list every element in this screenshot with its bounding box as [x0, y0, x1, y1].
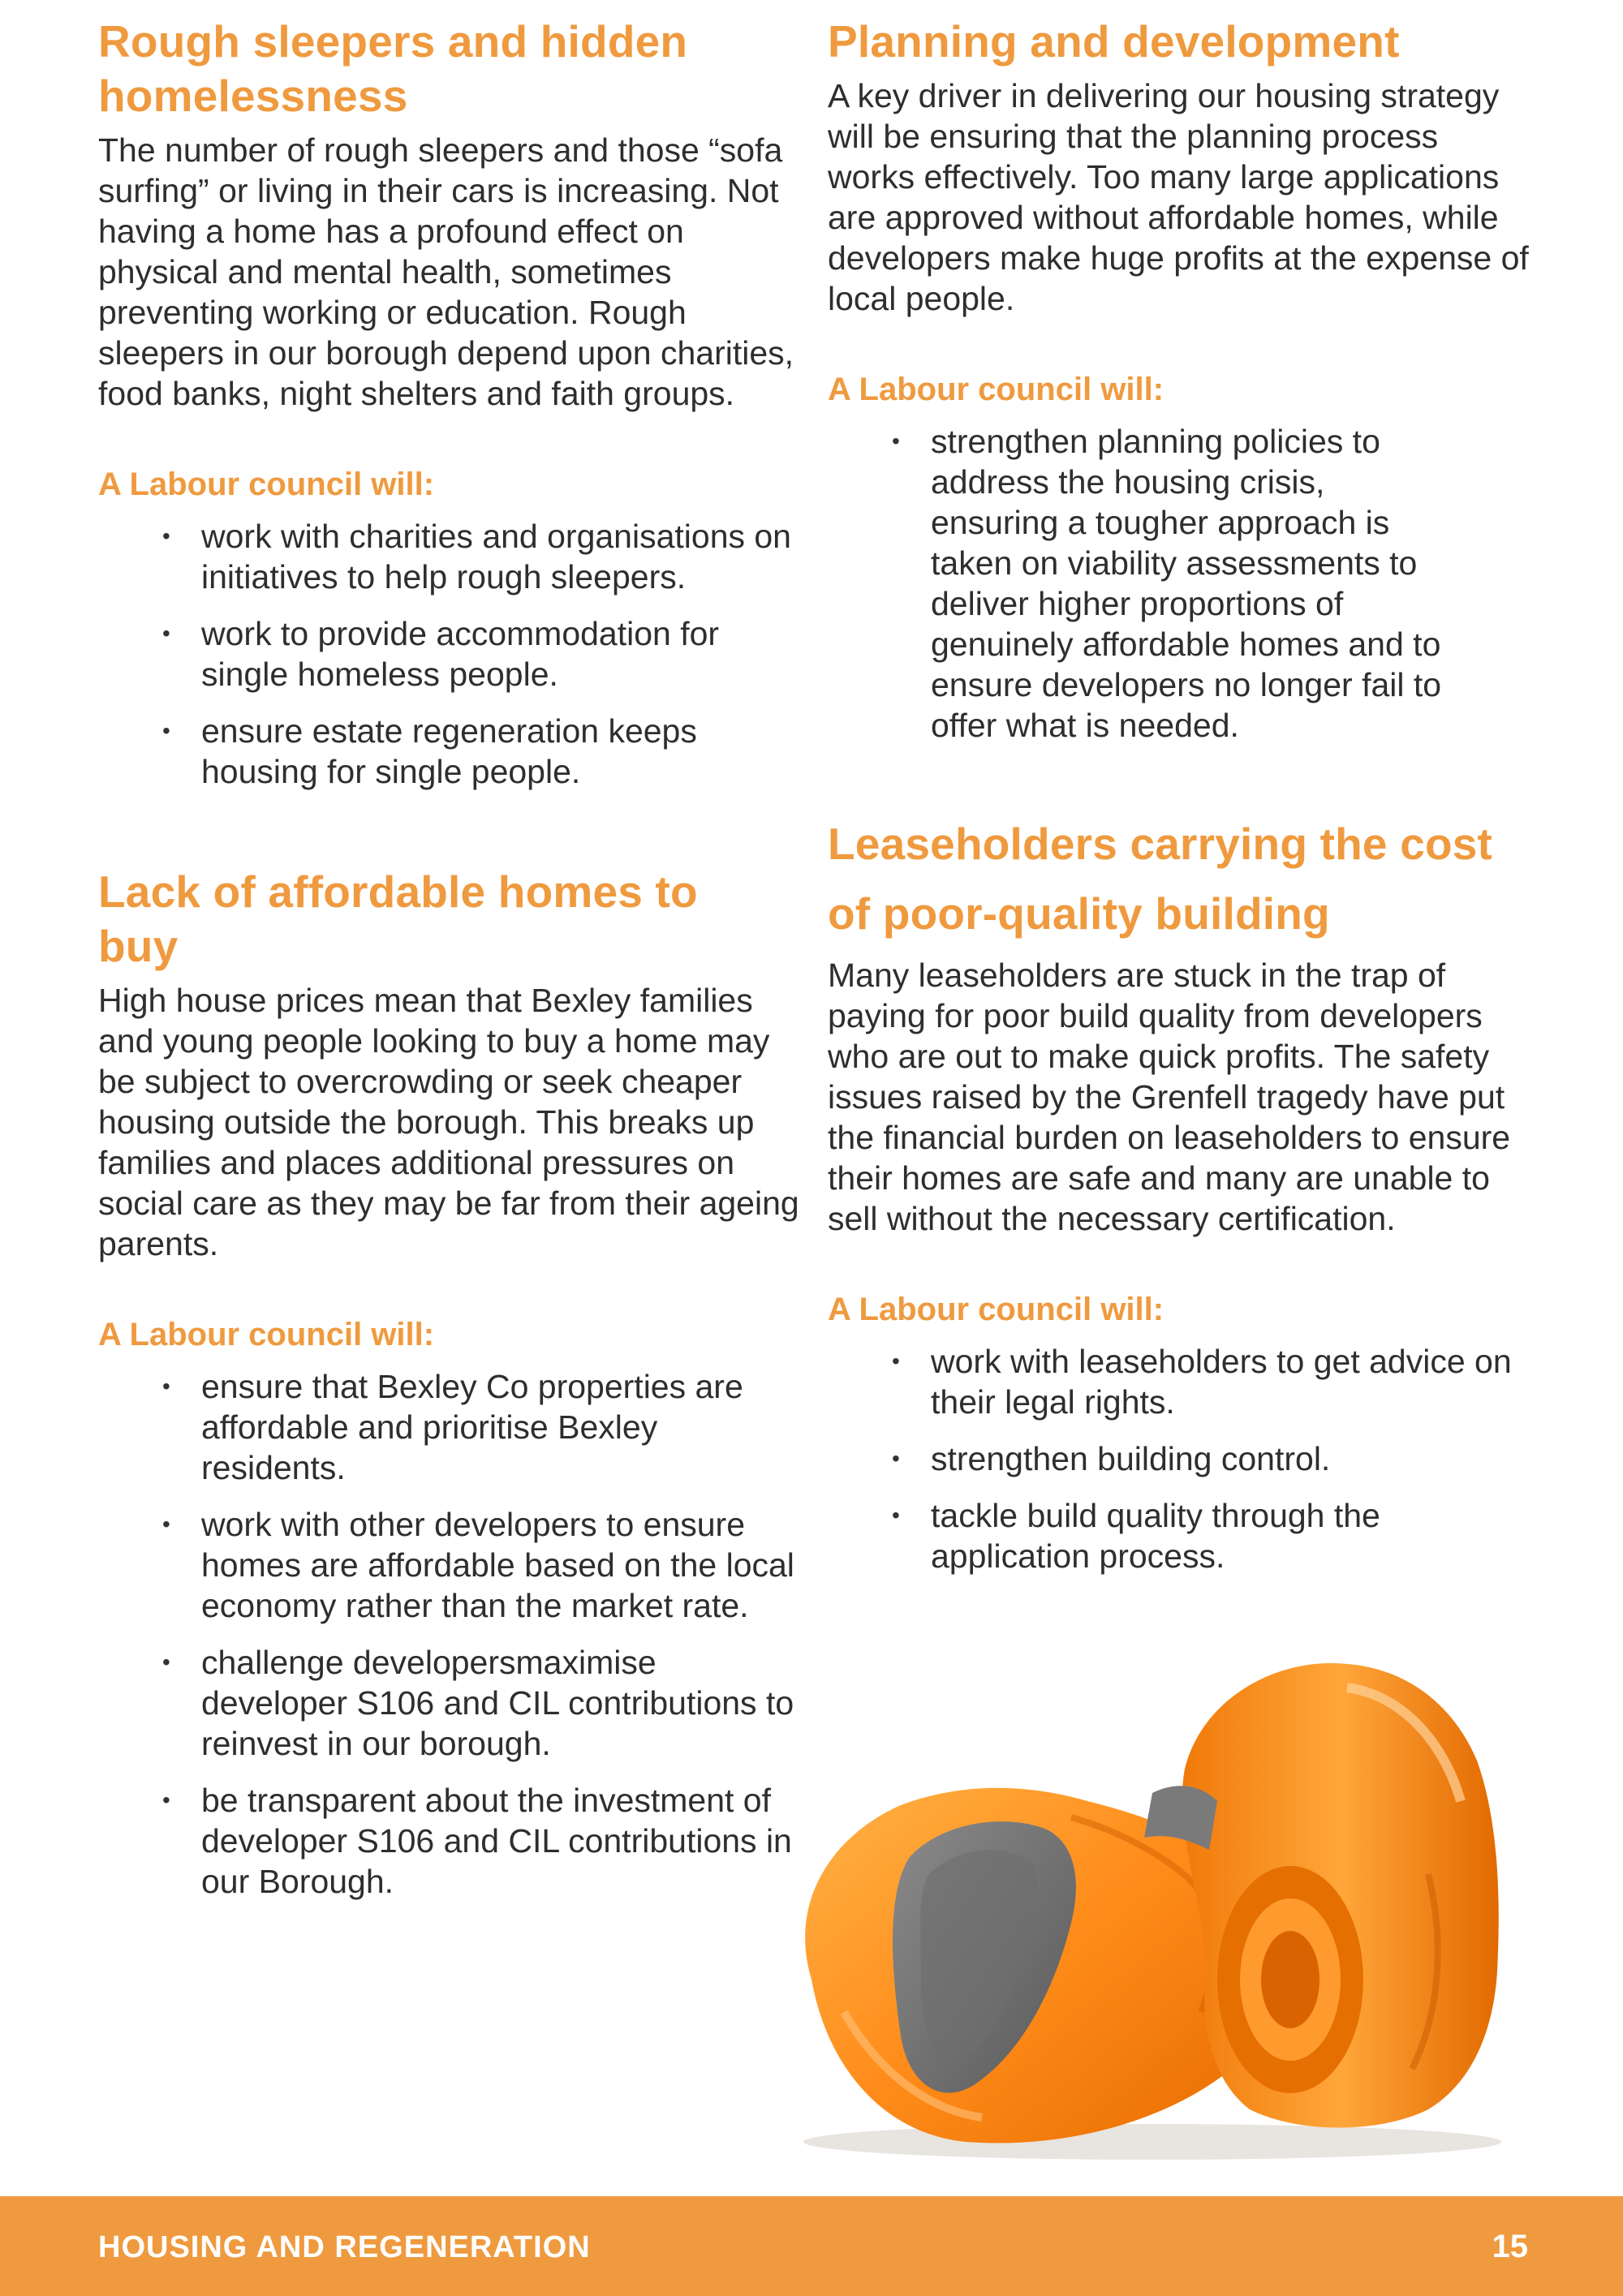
bullet-dot: •	[162, 621, 170, 646]
bullet-list	[98, 516, 804, 792]
list-item-text: work with other developers to ensure homes are affordable based on the local economy rather than the market rate.	[201, 1506, 794, 1624]
section-heading-leaseholders: Leaseholders carrying the cost of poor-quality building	[828, 819, 1493, 939]
list-item-text: work with leaseholders to get advice on their legal rights.	[931, 1343, 1512, 1421]
bullet-dot: •	[892, 428, 900, 454]
bullet-list	[828, 421, 1534, 746]
list-item	[828, 1495, 1534, 1576]
labour-council-will-heading: A Labour council will:	[828, 372, 1165, 407]
list-item-text: challenge developersmaximise developer S106 and CIL contributions to reinvest in our borough.	[201, 1644, 794, 1762]
bullet-dot: •	[162, 1787, 170, 1812]
spacer	[98, 808, 804, 865]
bullet-dot: •	[892, 1503, 900, 1528]
list-item-text: work to provide accommodation for single homeless people.	[201, 615, 720, 693]
list-item	[98, 1642, 804, 1764]
spacer	[98, 414, 804, 464]
bullet-dot: •	[892, 1446, 900, 1471]
labour-council-will-heading: A Labour council will:	[828, 1292, 1165, 1327]
list-item-text: ensure that Bexley Co properties are affordable and prioritise Bexley residents.	[201, 1368, 743, 1486]
section-paragraph-leaseholders: Many leaseholders are stuck in the trap of paying for poor build quality from developers who are out to make quick profits. The safety issues raised by the Grenfell tragedy have put the financial burden on leaseholders to ensure their homes are safe and many are unable to sell without the necessary certification.	[828, 957, 1511, 1237]
bullet-list	[98, 1366, 804, 1902]
spacer	[828, 1239, 1534, 1289]
list-item-text: strengthen building control.	[931, 1440, 1331, 1477]
list-item	[98, 1504, 804, 1626]
list-item	[828, 1438, 1534, 1479]
spacer	[98, 1264, 804, 1314]
bullet-list	[828, 1341, 1534, 1576]
footer-bar	[0, 2196, 1623, 2296]
spacer	[828, 762, 1534, 809]
bullet-dot: •	[162, 1374, 170, 1399]
labour-council-will-heading: A Labour council will:	[98, 1317, 435, 1352]
spacer	[828, 319, 1534, 369]
list-item	[98, 1780, 804, 1902]
bullet-dot: •	[162, 523, 170, 548]
list-item-text: ensure estate regeneration keeps housing for single people.	[201, 712, 697, 790]
list-item-text: work with charities and organisations on initiatives to help rough sleepers.	[201, 518, 791, 595]
list-item	[98, 1366, 804, 1488]
page-number: 15	[1492, 2229, 1528, 2264]
bullet-dot: •	[162, 1511, 170, 1537]
footer-section-title: HOUSING AND REGENERATION	[98, 2230, 591, 2264]
list-item	[98, 516, 804, 597]
bullet-dot: •	[162, 1649, 170, 1675]
section-heading-planning: Planning and development	[828, 16, 1400, 67]
list-item	[98, 711, 804, 792]
list-item-text: tackle build quality through the application process.	[931, 1497, 1380, 1575]
list-item	[828, 421, 1534, 746]
bullet-dot: •	[892, 1348, 900, 1374]
section-heading-rough-sleepers: Rough sleepers and hidden homelessness	[98, 16, 688, 121]
right-column	[828, 15, 1534, 1593]
sleeping-bag-photo	[763, 1631, 1542, 2166]
section-paragraph-rough-sleepers: The number of rough sleepers and those “sofa surfing” or living in their cars is increasing. Not having a home has a profound effect on physical and mental health, sometimes preventing working or education. Rough sleepers in our borough depend upon charities, food banks, night shelters and faith groups.	[98, 131, 794, 412]
section-heading-affordable-homes: Lack of affordable homes to buy	[98, 866, 698, 971]
list-item-text: be transparent about the investment of developer S106 and CIL contributions in our Borough.	[201, 1782, 792, 1900]
labour-council-will-heading: A Labour council will:	[98, 467, 435, 502]
section-paragraph-affordable-homes: High house prices mean that Bexley families and young people looking to buy a home may be subject to overcrowding or seek cheaper housing outside the borough. This breaks up families and places additional pressures on social care as they may be far from their ageing parents.	[98, 982, 799, 1262]
list-item-text: strengthen planning policies to address the housing crisis, ensuring a tougher approach is taken on viability assessments to deliver higher proportions of genuinely affordable homes and to ensure developers no longer fail to offer what is needed.	[931, 423, 1442, 744]
bullet-dot: •	[162, 718, 170, 743]
section-paragraph-planning: A key driver in delivering our housing strategy will be ensuring that the planning process works effectively. Too many large applications are approved without affordable homes, while developers make huge profits at the expense of local people.	[828, 77, 1529, 317]
list-item	[98, 613, 804, 694]
list-item	[828, 1341, 1534, 1422]
left-column	[98, 15, 804, 1918]
